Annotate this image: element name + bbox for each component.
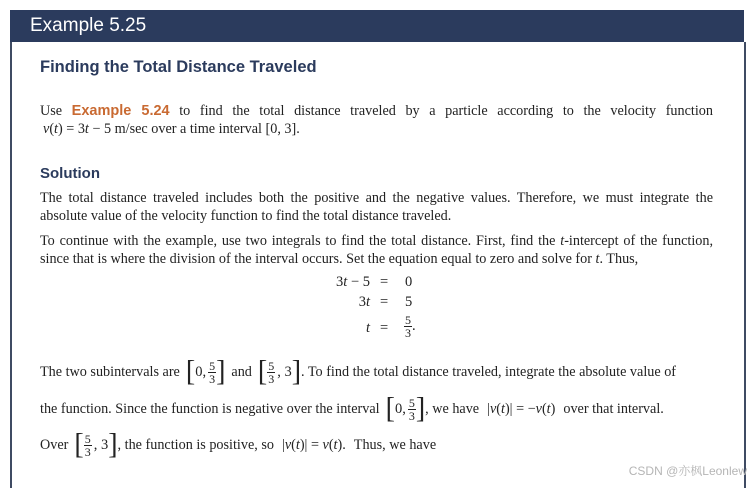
frac-denominator: 3 [209,371,216,386]
page-title: Finding the Total Distance Traveled [40,58,317,76]
equation-left: 3t [358,294,370,310]
negative-line [40,394,713,424]
interval-start: 0, [394,401,406,417]
positive-text-a: Over [40,437,69,453]
positive-line [40,430,713,460]
frac-numerator: 5 [209,358,216,373]
p2-text-3: . Thus, [599,251,639,267]
csdn-watermark: CSDN @亦枫Leonlew [628,464,747,478]
negative-text-a: the function. Since the function is negative over the interval [40,401,380,417]
equation-right: 5 [405,294,413,310]
positive-text-b: , the function is positive, so [117,437,274,453]
intro-text-before: Use [40,103,72,119]
absolute-negative-equation: |v(t)| = −v(t) [487,401,556,417]
interval-negative: [ 0, $\frac{5}{3}$ ] [385,392,426,425]
equation-right: 0 [405,274,413,290]
intro-paragraph [40,102,713,138]
time-interval: [0, 3]. [265,121,300,137]
equation-equals: = [380,320,389,336]
frac-numerator: 5 [268,358,275,373]
frac-denominator: 3 [268,371,275,386]
p2-var-t2: t [595,251,600,267]
example-header-bar [10,10,744,42]
equation-equals: = [380,294,389,310]
equation-system [300,274,460,344]
p2-text-1: To continue with the example, use two integrals to find the total distance. First, find the [40,233,561,249]
interval-start: 0, [195,364,207,380]
equation-period: . [412,317,416,334]
example-title: Example 5.25 [30,15,147,36]
paragraph-2 [40,232,713,268]
paragraph-1: The total distance traveled includes both the positive and the negative values. Therefore, we must integrate the absolute value of the velocity function to find the total distance traveled. [40,190,713,224]
equation-left: 3t − 5 [336,274,370,290]
p2-text-2: -intercept of the function, since that is where the division of the interval occurs. Set the equation equal to zero and solve for [40,233,713,267]
equation-equals: = [380,274,389,290]
velocity-function: v(t) = 3t − 5 [43,121,112,137]
interval-end: , 3 [93,437,109,453]
frac-denominator: 3 [408,408,415,423]
interval-second: [ $\frac{5}{3}$ , 3 ] [257,355,302,388]
subintervals-text-a: The two subintervals are [40,364,180,380]
intro-units: m/sec over a time interval [111,121,266,137]
absolute-positive-equation: |v(t)| = v(t). [281,437,346,453]
solution-heading: Solution [40,165,100,182]
negative-text-b: , we have [425,401,480,417]
negative-text-c: over that interval. [563,401,664,417]
subintervals-line [40,357,713,387]
intro-text-after: to find the total distance traveled by a particle according to the velocity function [169,103,713,119]
frac-numerator: 5 [405,313,411,327]
equation-right [404,314,416,339]
equation-left: t [365,320,370,336]
subintervals-text-b: . To find the total distance traveled, integrate the absolute value of [301,364,677,380]
frac-numerator: 5 [84,431,91,446]
interval-first: [ 0, $\frac{5}{3}$ ] [185,355,226,388]
frac-denominator: 3 [405,326,411,340]
example-reference-link[interactable]: Example 5.24 [71,103,170,119]
frac-denominator: 3 [84,444,91,459]
frac-numerator: 5 [408,395,415,410]
and-text: and [231,364,252,380]
interval-end: , 3 [277,364,292,380]
interval-positive: [ $\frac{5}{3}$ , 3 ] [74,428,118,461]
p2-var-t1: t [560,233,565,249]
positive-text-c: Thus, we have [353,437,437,453]
